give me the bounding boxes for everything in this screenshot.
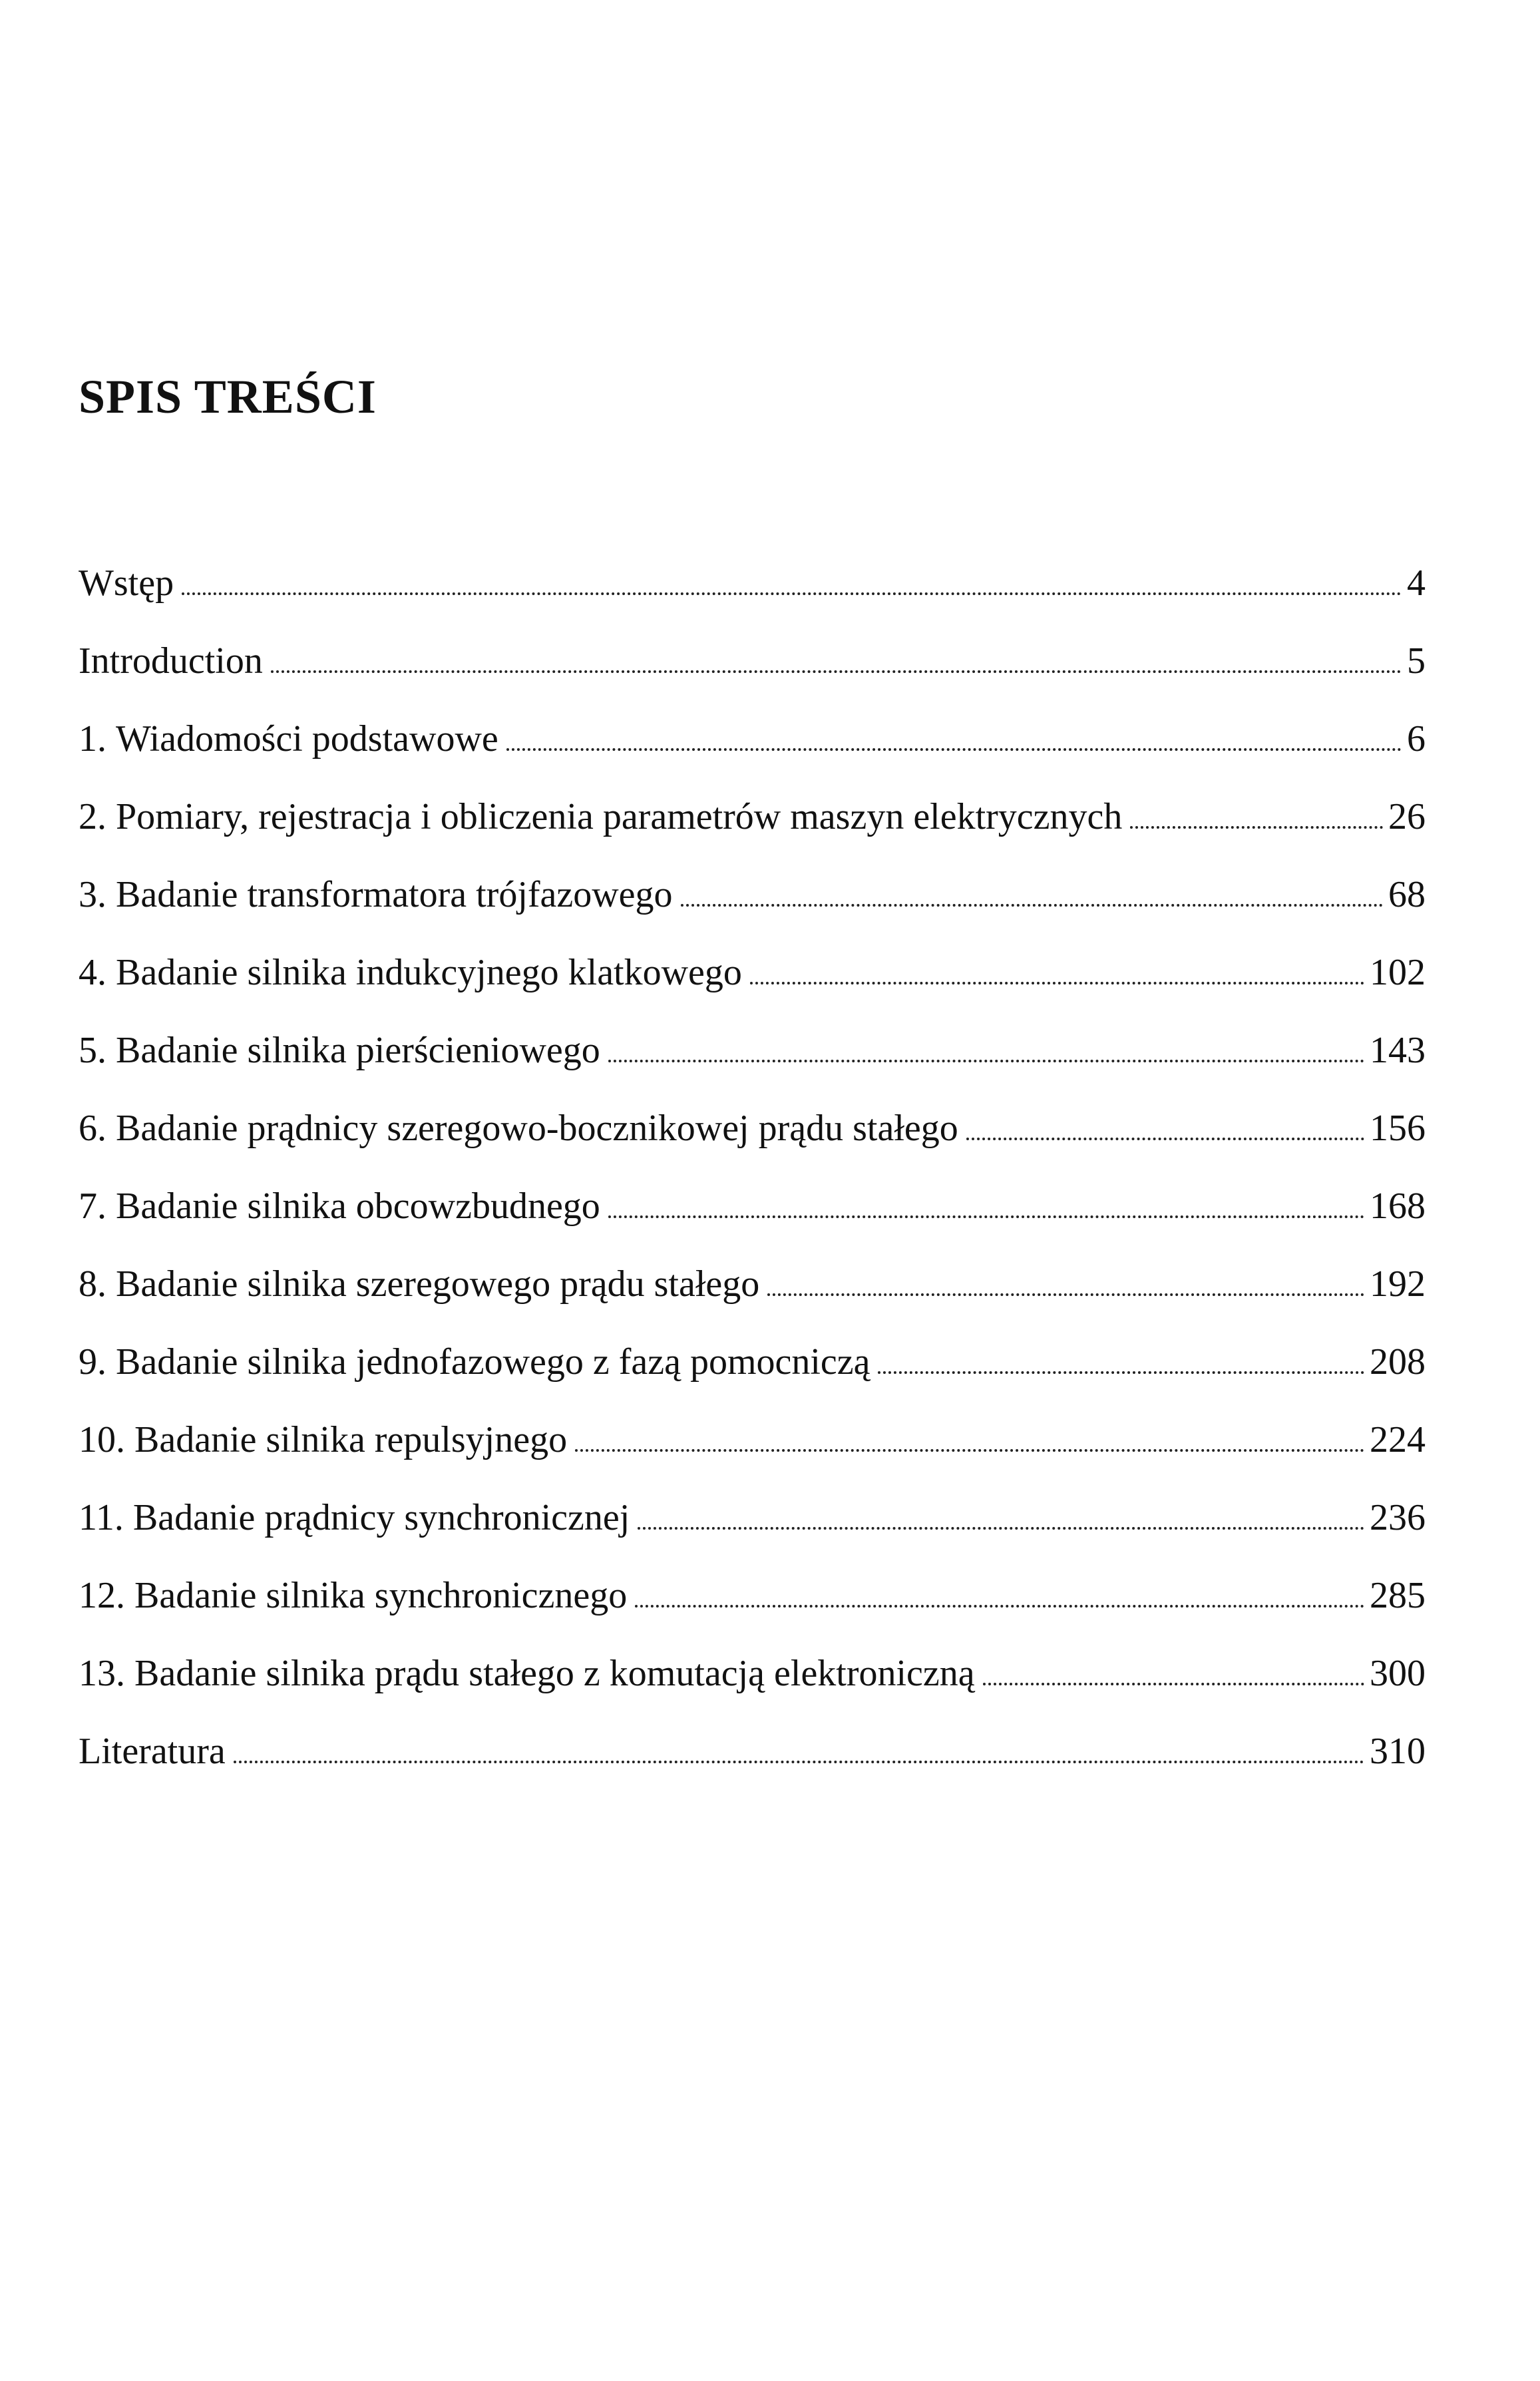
toc-entry-chapter-12 (79, 1557, 1426, 1635)
dot-leader (750, 982, 1364, 984)
toc-entry-label: Badanie silnika prądu stałego z komutacją elektroniczną (134, 1653, 975, 1694)
toc-entry-number: 4. (79, 952, 106, 993)
dot-leader (608, 1060, 1364, 1062)
dot-leader (638, 1527, 1364, 1530)
toc-entry-number: 8. (79, 1263, 106, 1305)
toc-entry-page: 236 (1370, 1497, 1426, 1538)
toc-entry-label: Wiadomości podstawowe (116, 718, 498, 759)
toc-entry-page: 26 (1388, 796, 1426, 837)
dot-leader (681, 904, 1383, 907)
toc-entry-page: 6 (1407, 718, 1426, 759)
toc-entry-chapter-2 (79, 778, 1426, 856)
toc-entry-page: 5 (1407, 640, 1426, 682)
toc-entry-chapter-7 (79, 1168, 1426, 1245)
toc-entry-literatura (79, 1713, 1426, 1791)
toc-entry-chapter-11 (79, 1479, 1426, 1557)
toc-entry-page: 102 (1370, 952, 1426, 993)
toc-entry-label: Introduction (79, 640, 263, 682)
page-title: SPIS TREŚCI (79, 370, 377, 423)
dot-leader (575, 1449, 1364, 1452)
toc-entry-page: 192 (1370, 1263, 1426, 1305)
toc-entry-chapter-4 (79, 934, 1426, 1012)
toc-entry-label: Badanie silnika pierścieniowego (116, 1030, 600, 1071)
dot-leader (983, 1683, 1364, 1685)
toc-entry-page: 156 (1370, 1108, 1426, 1149)
dot-leader (1130, 826, 1383, 829)
toc-entry-number: 5. (79, 1030, 106, 1071)
toc-entry-number: 2. (79, 796, 106, 837)
toc-entry-chapter-9 (79, 1323, 1426, 1401)
toc-entry-page: 143 (1370, 1030, 1426, 1071)
toc-entry-page: 168 (1370, 1186, 1426, 1227)
toc-entry-number: 11. (79, 1497, 124, 1538)
toc-entry-label: Wstęp (79, 562, 174, 604)
dot-leader (182, 592, 1402, 595)
toc-entry-page: 208 (1370, 1341, 1426, 1383)
toc-entry-label: Badanie silnika szeregowego prądu stałego (116, 1263, 760, 1305)
toc-entry-label: Badanie transformatora trójfazowego (116, 874, 673, 915)
toc-entry-chapter-1 (79, 700, 1426, 778)
dot-leader (271, 670, 1402, 673)
toc-entry-number: 6. (79, 1108, 106, 1149)
dot-leader (966, 1138, 1364, 1140)
toc-entry-label: Badanie silnika repulsyjnego (134, 1419, 568, 1460)
toc-entry-label: Badanie silnika indukcyjnego klatkowego (116, 952, 742, 993)
toc-entry-label: Literatura (79, 1731, 226, 1772)
toc-entry-number: 3. (79, 874, 106, 915)
toc-entry-chapter-3 (79, 856, 1426, 934)
dot-leader (608, 1215, 1364, 1218)
toc-entry-label: Badanie silnika obcowzbudnego (116, 1186, 600, 1227)
toc-entry-number: 1. (79, 718, 106, 759)
toc-entry-introduction (79, 622, 1426, 700)
toc-entry-number: 12. (79, 1575, 125, 1616)
dot-leader (767, 1293, 1364, 1296)
toc-entry-label: Badanie prądnicy szeregowo-bocznikowej prądu stałego (116, 1108, 958, 1149)
toc-entry-chapter-13 (79, 1635, 1426, 1713)
toc-entry-chapter-10 (79, 1401, 1426, 1479)
toc-entry-number: 9. (79, 1341, 106, 1383)
toc-entry-number: 10. (79, 1419, 125, 1460)
toc-entry-chapter-6 (79, 1090, 1426, 1168)
toc-entry-wstep (79, 544, 1426, 622)
dot-leader (878, 1371, 1364, 1374)
toc-entry-page: 68 (1388, 874, 1426, 915)
toc-entry-label: Pomiary, rejestracja i obliczenia parametrów maszyn elektrycznych (116, 796, 1123, 837)
dot-leader (506, 748, 1402, 751)
dot-leader (635, 1605, 1364, 1608)
toc-entry-number: 7. (79, 1186, 106, 1227)
toc-entry-label: Badanie silnika jednofazowego z fazą pomocniczą (116, 1341, 870, 1383)
table-of-contents (79, 544, 1426, 1791)
toc-entry-number: 13. (79, 1653, 125, 1694)
toc-entry-page: 310 (1370, 1731, 1426, 1772)
dot-leader (234, 1761, 1364, 1763)
toc-entry-page: 224 (1370, 1419, 1426, 1460)
toc-entry-label: Badanie prądnicy synchronicznej (132, 1497, 630, 1538)
toc-entry-page: 285 (1370, 1575, 1426, 1616)
toc-entry-chapter-5 (79, 1012, 1426, 1090)
toc-entry-page: 4 (1407, 562, 1426, 604)
toc-entry-page: 300 (1370, 1653, 1426, 1694)
toc-entry-chapter-8 (79, 1245, 1426, 1323)
toc-entry-label: Badanie silnika synchronicznego (134, 1575, 628, 1616)
